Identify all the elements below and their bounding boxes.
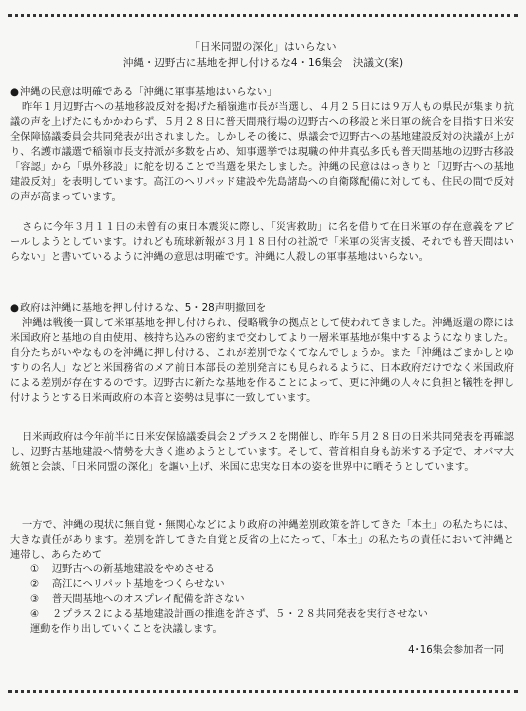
list-item: ③ 普天間基地へのオスプレイ配備を許さない <box>30 594 245 605</box>
responsibility-paragraph-text: 一方で、沖縄の現状に無自覚・無関心などにより政府の沖縄差別政策を許してきた「本土」の私たちには、大きな責任があります。差別を許してきた自覚と反省の上にたって、「本土」の私たちの責任において沖縄と連帯し、あらためて <box>10 520 514 561</box>
section2-paragraph2-text: 日米両政府は今年前半に日米安保協議委員会２プラス２を開催し、昨年５月２８日の日米共同発表を再確認し、辺野古基地建設へ情勢を大きく進めようとしています。そして、菅首相自身も訪米する予定で、オバマ大統領と会談、「日米同盟の深化」を謳い上げ、米国に忠実な日本の姿を世界中に晒そうとしています。 <box>10 432 514 473</box>
section1-paragraph2 <box>10 220 514 265</box>
document-subtitle: 沖縄・辺野古に基地を押し付けるな4・16集会 決議文(案) <box>122 57 404 69</box>
section2-heading-text: 政府は沖縄に基地を押し付けるな、5・28声明撤回を <box>20 302 267 314</box>
bullet-icon: ● <box>10 86 19 98</box>
list-item: ② 高江にヘリパット基地をつくらせない <box>30 579 225 590</box>
top-dotted-border <box>8 14 518 17</box>
document-title: 「日米同盟の深化」はいらない <box>189 41 337 53</box>
closing-resolution: 運動を作り出していくことを決議します。 <box>30 624 223 635</box>
responsibility-paragraph <box>10 518 514 563</box>
section1-paragraph1-text: 昨年１月辺野古への基地移設反対を掲げた稲嶺進市長が当選し、４月２５日には９万人もの県民が集まり抗議の声を上げたにもかかわらず、５月２８日に普天間飛行場の辺野古への移設と米日軍の統合を目指す日米安全保障協議委員会共同発表が出されました。しかしその後に、県議会で辺野古への基地建設反対の決議が上がり、名護市議選で稲嶺市長支持派が多数を占め、知事選挙では現職の仲井真弘多氏も普天間基地の辺野古移設「容認」から「県外移設」に舵を切ることで当選を果たしました。沖縄の民意ははっきりと「辺野古への基地建設反対」を表明しています。高江のヘリパッド建設や先島諸島への自衛隊配備に対しても、住民の間で反対の声が高まっています。 <box>10 102 514 203</box>
section1-paragraph1 <box>10 100 514 205</box>
section2-heading <box>10 301 516 316</box>
list-item: ① 辺野古への新基地建設をやめさせる <box>30 564 215 575</box>
list-item: ④ ２プラス２による基地建設計画の推進を許さず、５・２８共同発表を実行させない <box>30 609 428 620</box>
signature: 4･16集会参加者一同 <box>408 645 504 656</box>
bullet-icon: ● <box>10 302 19 314</box>
section2-paragraph1-text: 沖縄は戦後一貫して米軍基地を押し付けられ、侵略戦争の拠点として使われてきました。沖縄返還の際には米国政府と基地の自由使用、核持ち込みの密約まで交わしてより一層米軍基地が集中するようになりました。自分たちがいやなものを沖縄に押し付ける、これが差別でなくてなんでしょうか。また「沖縄はごまかしとゆすりの名人」などと米国務省のメア前日本部長の差別発言にも見られるように、日本政府だけでなく米国政府による差別が存在するのです。辺野古に新たな基地を作ることによって、更に沖縄の人々に負担と犠牲を押し付けようとする日米両政府の本音と姿勢は見事に一致しています。 <box>10 318 515 404</box>
section1-paragraph2-text: さらに今年３月１１日の未曾有の東日本震災に際し、「災害救助」に名を借りて在日米軍の存在意義をアピールしようとしています。けれども琉球新報が３月１８日付の社説で「米軍の災害支援、それでも普天間はいらない」と書いているように沖縄の意思は明確です。沖縄に人殺しの軍事基地はいらない。 <box>10 222 514 263</box>
section1-heading-text: 沖縄の民意は明確である「沖縄に軍事基地はいらない」 <box>20 86 278 98</box>
section2-paragraph1 <box>10 316 514 406</box>
section2-paragraph2 <box>10 430 514 475</box>
demands-list <box>30 562 514 622</box>
bottom-dotted-border <box>8 690 518 693</box>
section1-heading <box>10 85 516 100</box>
